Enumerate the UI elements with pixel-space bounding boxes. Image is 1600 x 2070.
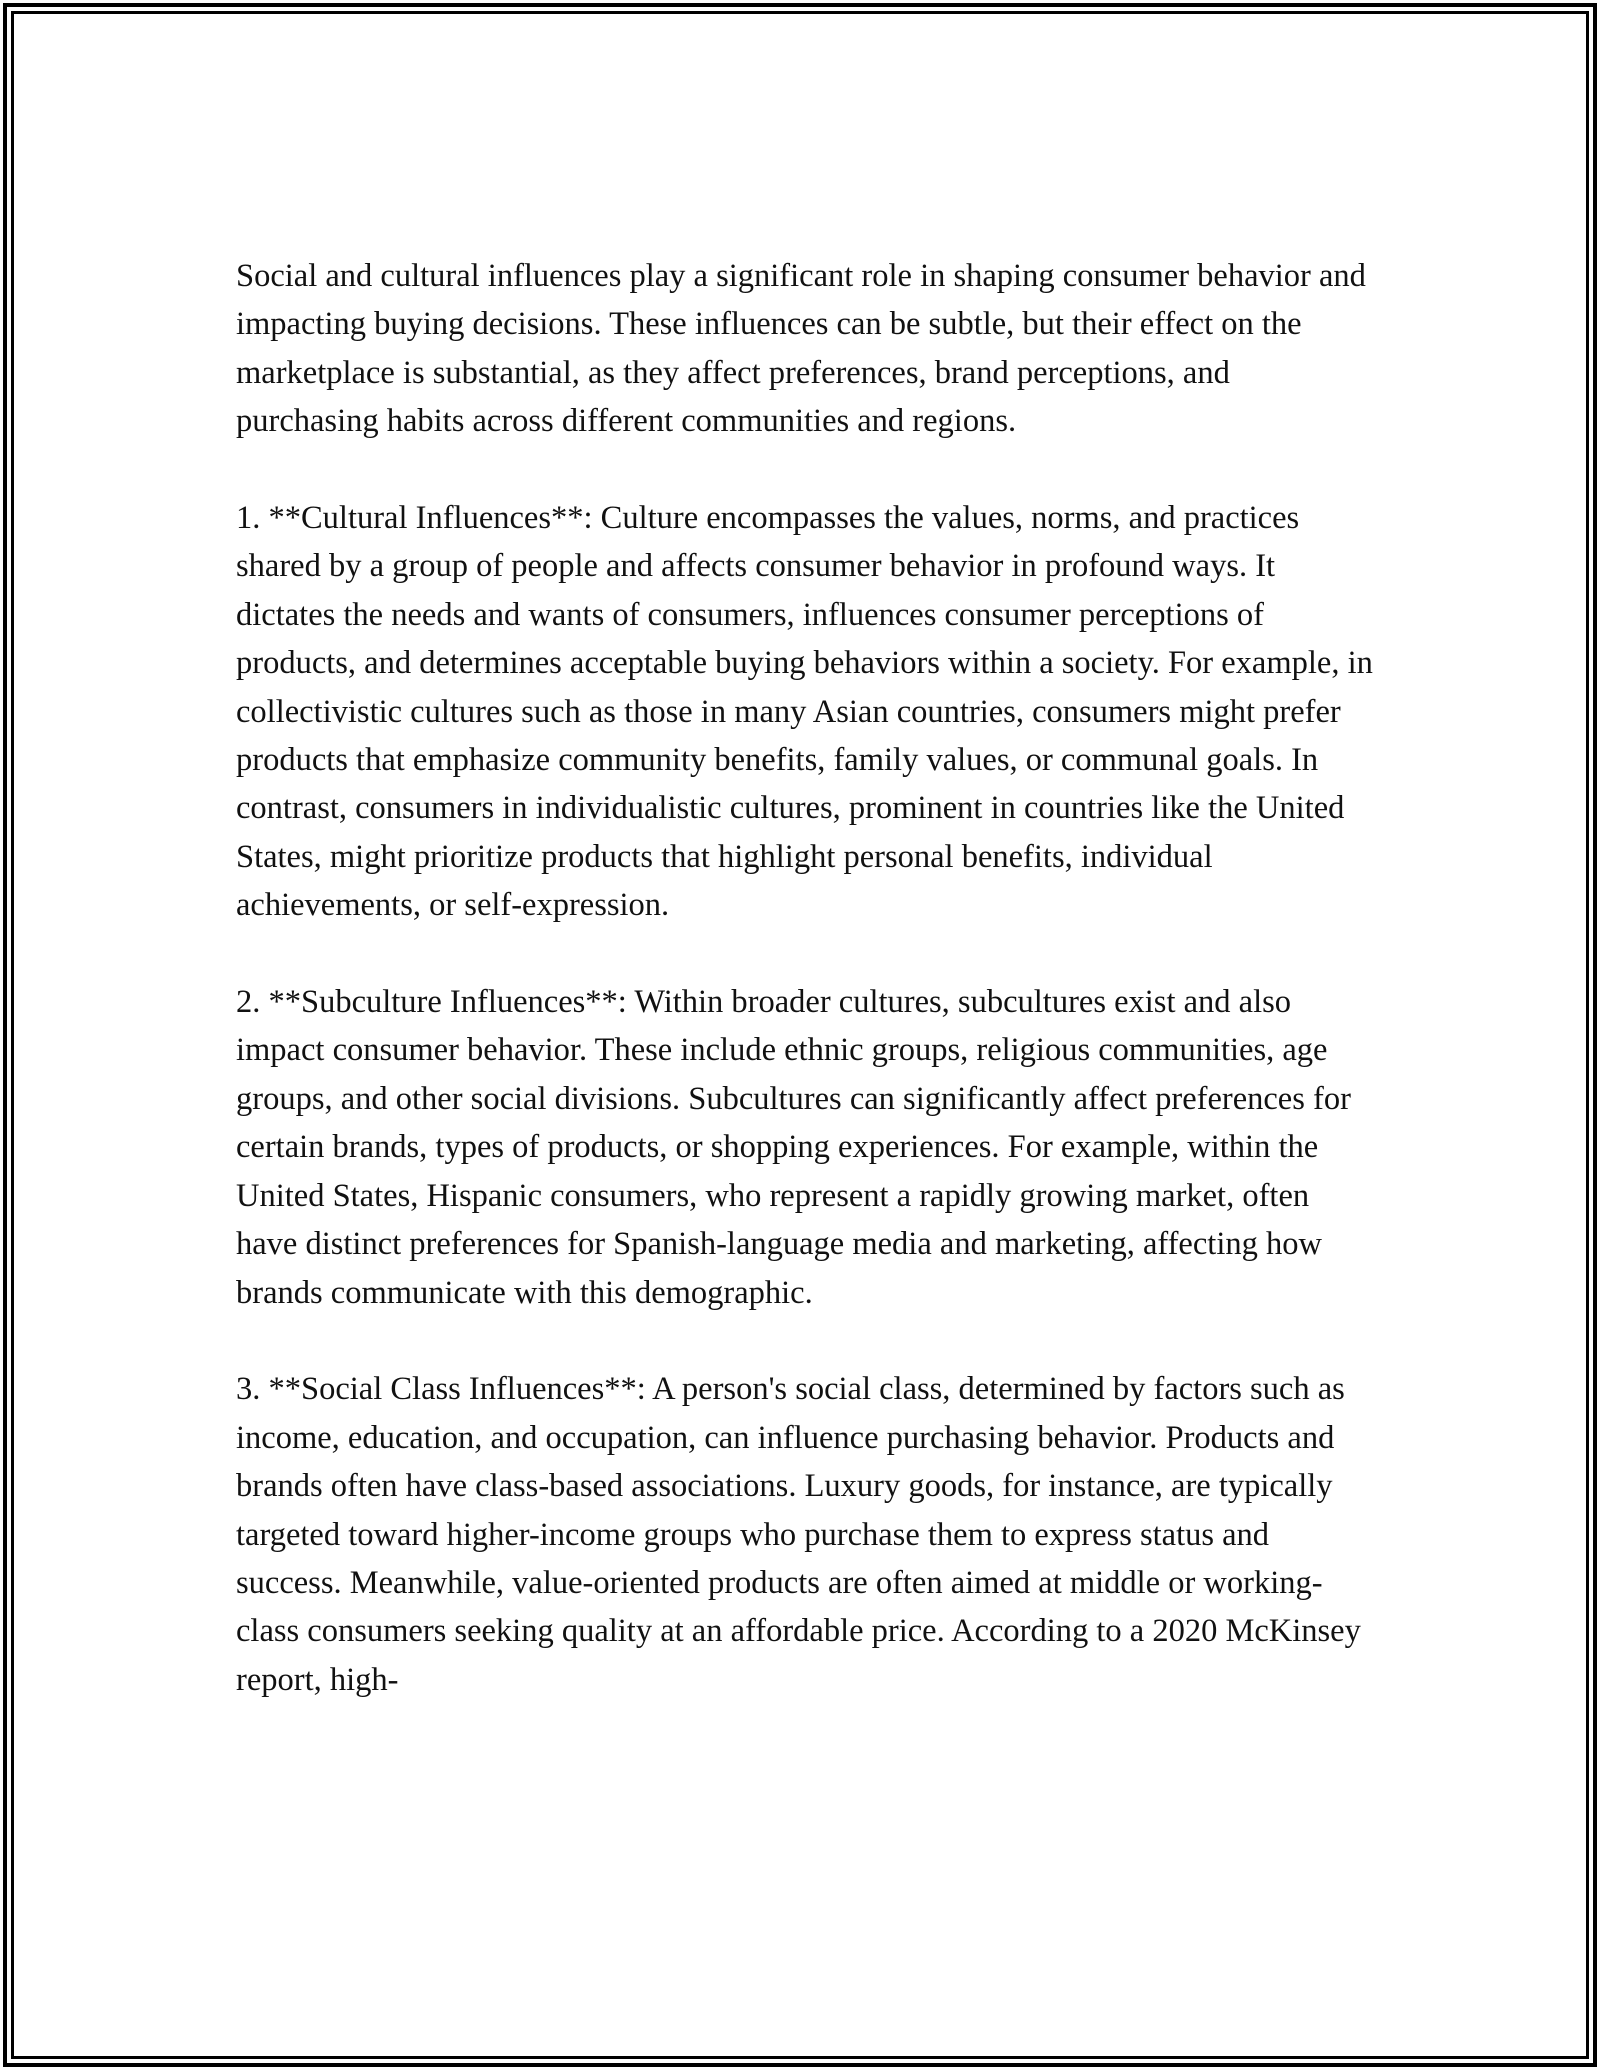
paragraph-social-class-influences: 3. **Social Class Influences**: A person's social class, determined by factors such as income, education, and occupation, can influence purchasing behavior. Products and brands often have class-based associations. Luxury goods, for instance, are typically targeted toward higher-income groups who purchase them to express status and success. Meanwhile, value-oriented products are often aimed at middle or working-class consumers seeking quality at an affordable price. According to a 2020 McKinsey report, high- [236,1371,1361,1698]
paragraph-subculture-influences: 2. **Subculture Influences**: Within broader cultures, subcultures exist and also impact consumer behavior. These include ethnic groups, religious communities, age groups, and other social divisions. Subcultures can significantly affect preferences for certain brands, types of products, or shopping experiences. For example, within the United States, Hispanic consumers, who represent a rapidly growing market, often have distinct preferences for Spanish-language media and marketing, affecting how brands communicate with this demographic. [236,984,1351,1311]
paragraph-cultural-influences: 1. **Cultural Influences**: Culture encompasses the values, norms, and practices shared by a group of people and affects consumer behavior in profound ways. It dictates the needs and wants of consumers, influences consumer perceptions of products, and determines acceptable buying behaviors within a society. For example, in collectivistic cultures such as those in many Asian countries, consumers might prefer products that emphasize community benefits, family values, or communal goals. In contrast, consumers in individualistic cultures, prominent in countries like the United States, might prioritize products that highlight personal benefits, individual achievements, or self-expression. [236,500,1373,924]
document-body [236,252,1376,1753]
paragraph-intro: Social and cultural influences play a significant role in shaping consumer behavior and impacting buying decisions. These influences can be subtle, but their effect on the marketplace is substantial, as they affect preferences, brand perceptions, and purchasing habits across different communities and regions. [236,258,1366,440]
